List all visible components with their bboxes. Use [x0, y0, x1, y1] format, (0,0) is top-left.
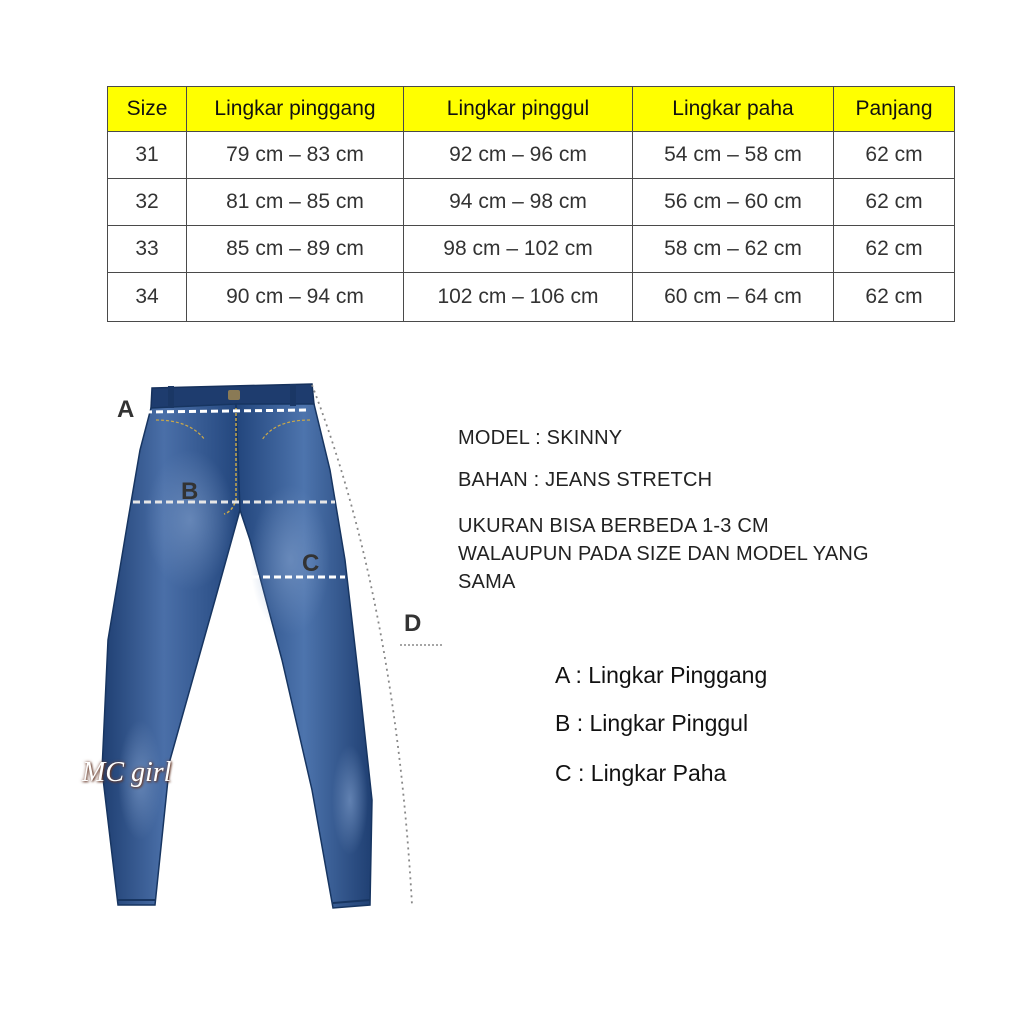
- table-header-row: [108, 87, 955, 132]
- cell-size: 32: [108, 179, 187, 226]
- cell-size: 33: [108, 226, 187, 273]
- cell-waist: 90 cm – 94 cm: [187, 273, 404, 322]
- jeans-illustration: [0, 360, 470, 920]
- column-header-waist: Lingkar pinggang: [187, 87, 404, 132]
- cell-waist: 85 cm – 89 cm: [187, 226, 404, 273]
- size-note-line2: WALAUPUN PADA SIZE DAN MODEL YANG: [458, 543, 869, 565]
- size-chart-table: [107, 86, 955, 322]
- cell-thigh: 60 cm – 64 cm: [633, 273, 834, 322]
- cell-length: 62 cm: [834, 179, 955, 226]
- table-row: [108, 226, 955, 273]
- cell-thigh: 58 cm – 62 cm: [633, 226, 834, 273]
- cell-hip: 92 cm – 96 cm: [404, 132, 633, 179]
- cell-hip: 94 cm – 98 cm: [404, 179, 633, 226]
- column-header-thigh: Lingkar paha: [633, 87, 834, 132]
- table-row: [108, 273, 955, 322]
- cell-length: 62 cm: [834, 273, 955, 322]
- legend-a: A : Lingkar Pinggang: [555, 662, 768, 688]
- label-d: D: [404, 610, 422, 637]
- label-b: B: [181, 478, 199, 505]
- table-row: [108, 179, 955, 226]
- label-a: A: [117, 396, 135, 423]
- model-info: MODEL : SKINNY: [458, 427, 623, 449]
- legend-b: B : Lingkar Pinggul: [555, 710, 749, 736]
- cell-waist: 81 cm – 85 cm: [187, 179, 404, 226]
- label-c: C: [302, 550, 320, 577]
- cell-size: 31: [108, 132, 187, 179]
- cell-hip: 102 cm – 106 cm: [404, 273, 633, 322]
- brand-watermark: MC girl: [82, 757, 172, 788]
- cell-thigh: 56 cm – 60 cm: [633, 179, 834, 226]
- size-note-line3: SAMA: [458, 571, 516, 593]
- table-row: [108, 132, 955, 179]
- cell-hip: 98 cm – 102 cm: [404, 226, 633, 273]
- size-note-line1: UKURAN BISA BERBEDA 1-3 CM: [458, 515, 769, 537]
- cell-thigh: 54 cm – 58 cm: [633, 132, 834, 179]
- material-info: BAHAN : JEANS STRETCH: [458, 469, 713, 491]
- cell-length: 62 cm: [834, 132, 955, 179]
- legend-c: C : Lingkar Paha: [555, 760, 727, 786]
- cell-waist: 79 cm – 83 cm: [187, 132, 404, 179]
- column-header-length: Panjang: [834, 87, 955, 132]
- column-header-size: Size: [108, 87, 187, 132]
- column-header-hip: Lingkar pinggul: [404, 87, 633, 132]
- cell-length: 62 cm: [834, 226, 955, 273]
- cell-size: 34: [108, 273, 187, 322]
